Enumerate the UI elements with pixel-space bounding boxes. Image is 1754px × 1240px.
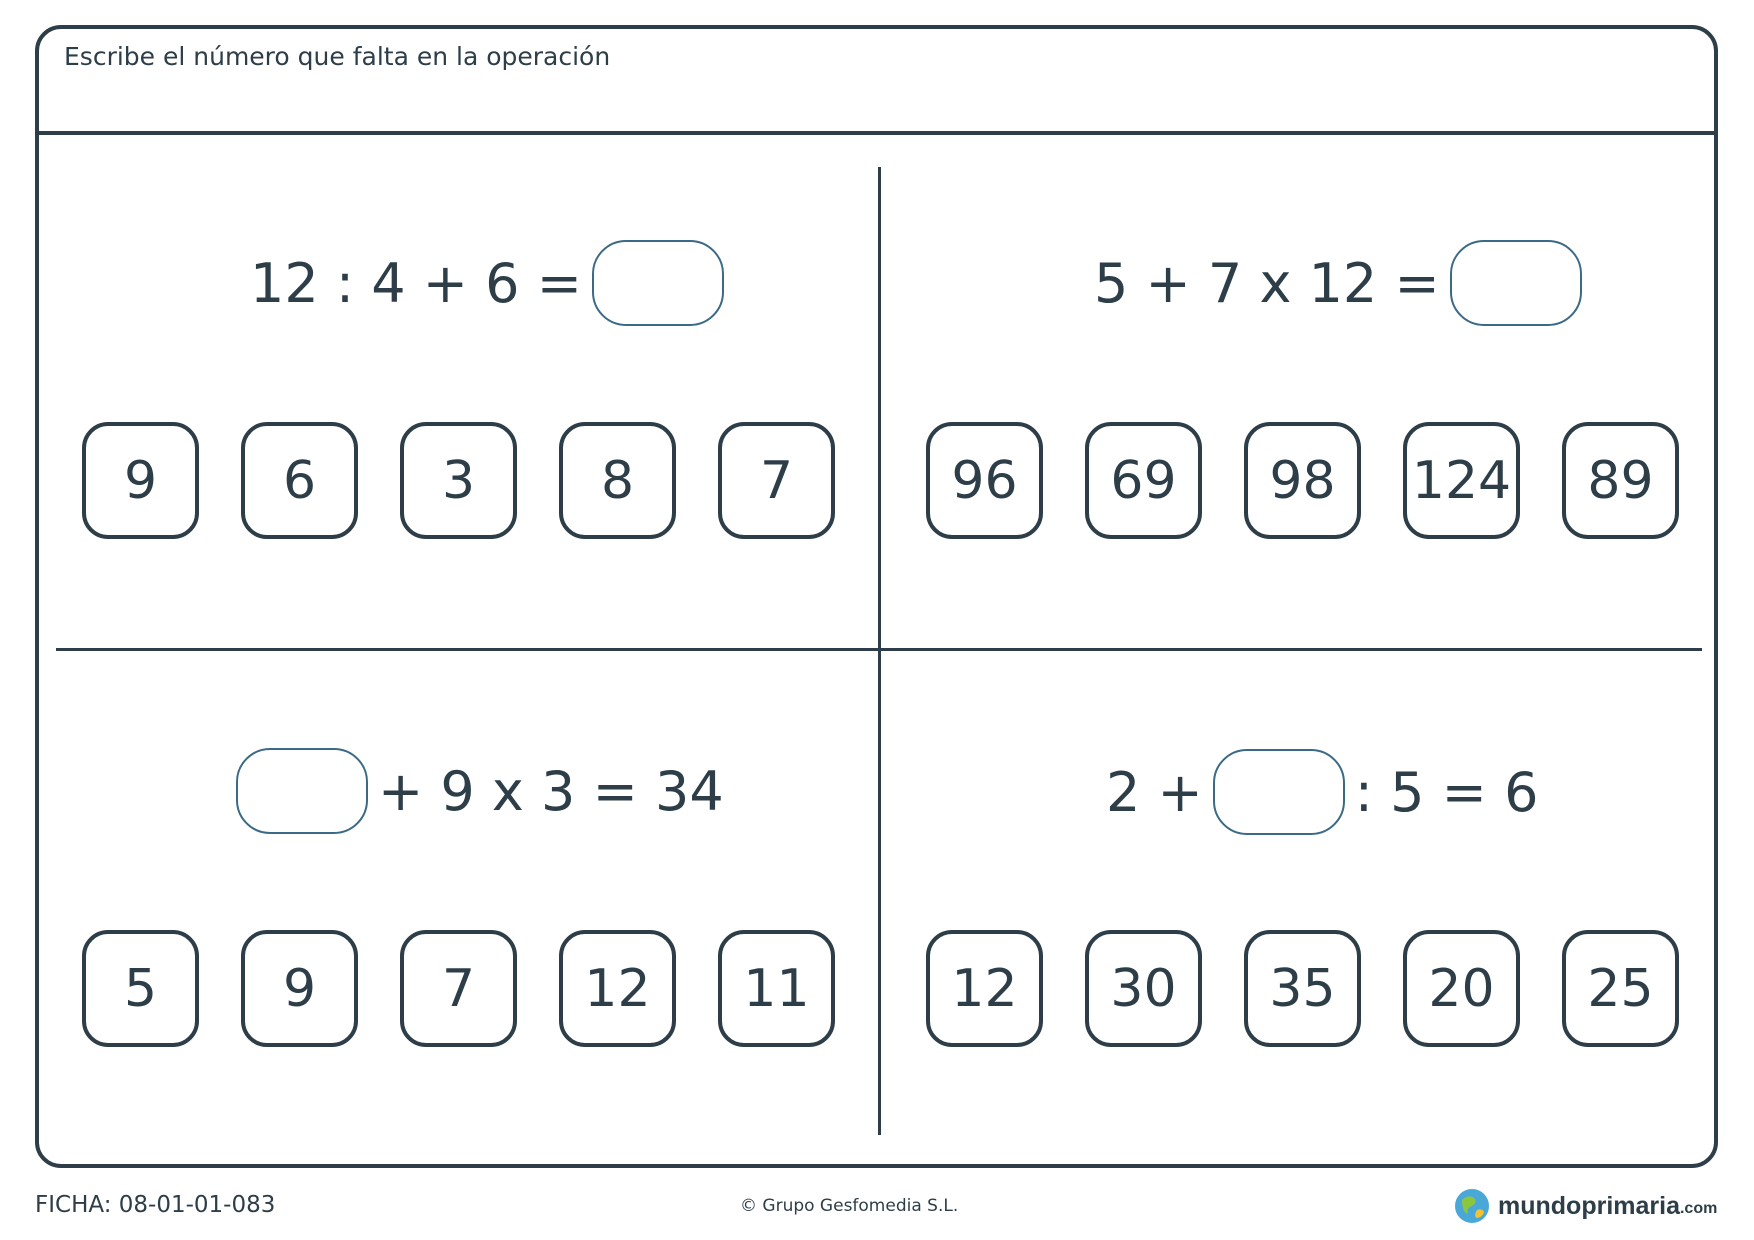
option-2-e[interactable]: 89 [1562, 422, 1679, 539]
answer-blank-4[interactable] [1213, 749, 1345, 835]
site-logo[interactable] [1452, 1186, 1717, 1226]
option-4-c[interactable]: 35 [1244, 930, 1361, 1047]
options-4 [926, 930, 1679, 1047]
option-1-b[interactable]: 6 [241, 422, 358, 539]
equation-3-text: + 9 x 3 = 34 [378, 759, 724, 823]
option-3-b[interactable]: 9 [241, 930, 358, 1047]
option-2-c[interactable]: 98 [1244, 422, 1361, 539]
equation-4-before: 2 + [1106, 760, 1203, 824]
option-1-a[interactable]: 9 [82, 422, 199, 539]
equation-3 [226, 748, 724, 834]
option-3-a[interactable]: 5 [82, 930, 199, 1047]
answer-blank-3[interactable] [236, 748, 368, 834]
globe-icon [1452, 1186, 1492, 1226]
option-2-d[interactable]: 124 [1403, 422, 1520, 539]
vertical-divider [878, 167, 881, 1135]
options-2 [926, 422, 1679, 539]
equation-4 [1106, 749, 1538, 835]
equation-1 [250, 240, 734, 326]
option-3-c[interactable]: 7 [400, 930, 517, 1047]
answer-blank-1[interactable] [592, 240, 724, 326]
option-3-e[interactable]: 11 [718, 930, 835, 1047]
equation-2 [1094, 240, 1592, 326]
equation-2-text: 5 + 7 x 12 = [1094, 251, 1440, 315]
option-1-c[interactable]: 3 [400, 422, 517, 539]
options-3 [82, 930, 835, 1047]
option-3-d[interactable]: 12 [559, 930, 676, 1047]
horizontal-divider [56, 648, 1702, 651]
header-divider [37, 131, 1716, 135]
ficha-code: FICHA: 08-01-01-083 [35, 1192, 276, 1218]
option-4-b[interactable]: 30 [1085, 930, 1202, 1047]
instruction-text: Escribe el número que falta en la operación [64, 42, 611, 71]
answer-blank-2[interactable] [1450, 240, 1582, 326]
option-4-d[interactable]: 20 [1403, 930, 1520, 1047]
option-4-e[interactable]: 25 [1562, 930, 1679, 1047]
equation-4-after: : 5 = 6 [1354, 760, 1539, 824]
option-1-d[interactable]: 8 [559, 422, 676, 539]
option-1-e[interactable]: 7 [718, 422, 835, 539]
option-4-a[interactable]: 12 [926, 930, 1043, 1047]
copyright-text: © Grupo Gesfomedia S.L. [740, 1196, 959, 1216]
logo-text: mundoprimaria [1498, 1191, 1680, 1220]
options-1 [82, 422, 835, 539]
logo-suffix: .com [1679, 1200, 1718, 1217]
equation-1-text: 12 : 4 + 6 = [250, 251, 582, 315]
option-2-a[interactable]: 96 [926, 422, 1043, 539]
option-2-b[interactable]: 69 [1085, 422, 1202, 539]
